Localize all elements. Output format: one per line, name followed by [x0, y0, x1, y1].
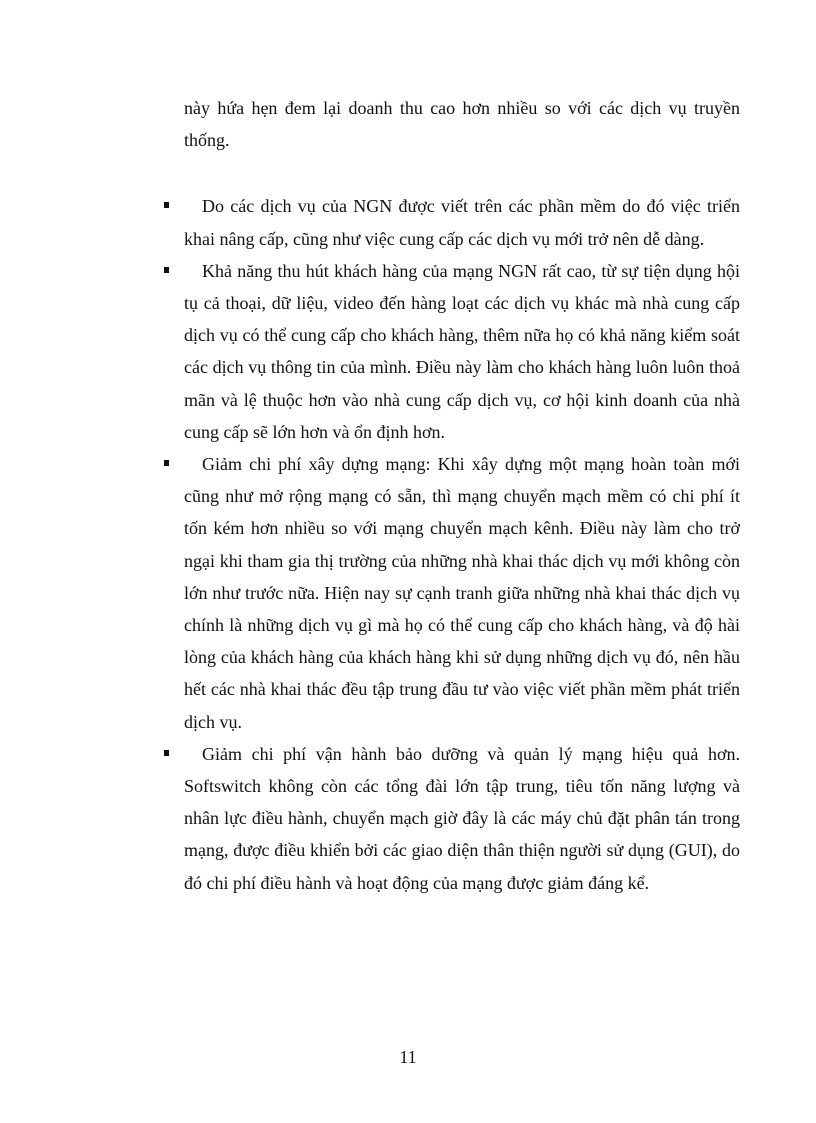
square-bullet-icon — [164, 202, 169, 208]
bullet-list — [184, 190, 740, 898]
body-text — [184, 92, 740, 899]
page-number: 11 — [399, 1047, 417, 1067]
list-item-text: Khả năng thu hút khách hàng của mạng NGN rất cao, từ sự tiện dụng hội tụ cả thoại, dữ liệu, video đến hàng loạt các dịch vụ khác mà nhà cung cấp dịch vụ có thể cung cấp cho khách hàng, thêm nữa họ có khả năng kiểm soát các dịch vụ thông tin của mình. Điều này làm cho khách hàng luôn luôn thoả mãn và lệ thuộc hơn vào nhà cung cấp dịch vụ, cơ hội kinh doanh của nhà cung cấp sẽ lớn hơn và ổn định hơn. — [184, 260, 740, 442]
list-item — [184, 448, 740, 738]
square-bullet-icon — [164, 460, 169, 466]
list-item-text: Giảm chi phí xây dựng mạng: Khi xây dựng một mạng hoàn toàn mới cũng như mở rộng mạng có sẵn, thì mạng chuyển mạch mềm có chi phí ít tốn kém hơn nhiều so với mạng chuyển mạch kênh. Điều này làm cho trở ngại khi tham gia thị trường của những nhà khai thác dịch vụ mới không còn lớn như trước nữa. Hiện nay sự cạnh tranh giữa những nhà khai thác dịch vụ chính là những dịch vụ gì mà họ có thể cung cấp cho khách hàng, và độ hài lòng của khách hàng của khách hàng khi sử dụng những dịch vụ đó, nên hầu hết các nhà khai thác đều tập trung đầu tư vào việc viết phần mềm phát triển dịch vụ. — [184, 454, 740, 732]
square-bullet-icon — [164, 750, 169, 756]
list-item-text: Do các dịch vụ của NGN được viết trên các phần mềm do đó việc triển khai nâng cấp, cũng như việc cung cấp các dịch vụ mới trở nên dễ dàng. — [184, 196, 740, 249]
square-bullet-icon — [164, 267, 169, 273]
list-item — [184, 738, 740, 899]
list-item — [184, 190, 740, 254]
list-item-text: Giảm chi phí vận hành bảo dưỡng và quản lý mạng hiệu quả hơn. Softswitch không còn các tổng đài lớn tập trung, tiêu tốn năng lượng và nhân lực điều hành, chuyển mạch giờ đây là các máy chủ đặt phân tán trong mạng, được điều khiển bởi các giao diện thân thiện người sử dụng (GUI), do đó chi phí điều hành và hoạt động của mạng được giảm đáng kể. — [184, 743, 740, 893]
list-item — [184, 255, 740, 448]
continuation-paragraph: này hứa hẹn đem lại doanh thu cao hơn nhiều so với các dịch vụ truyền thống. — [184, 98, 740, 151]
